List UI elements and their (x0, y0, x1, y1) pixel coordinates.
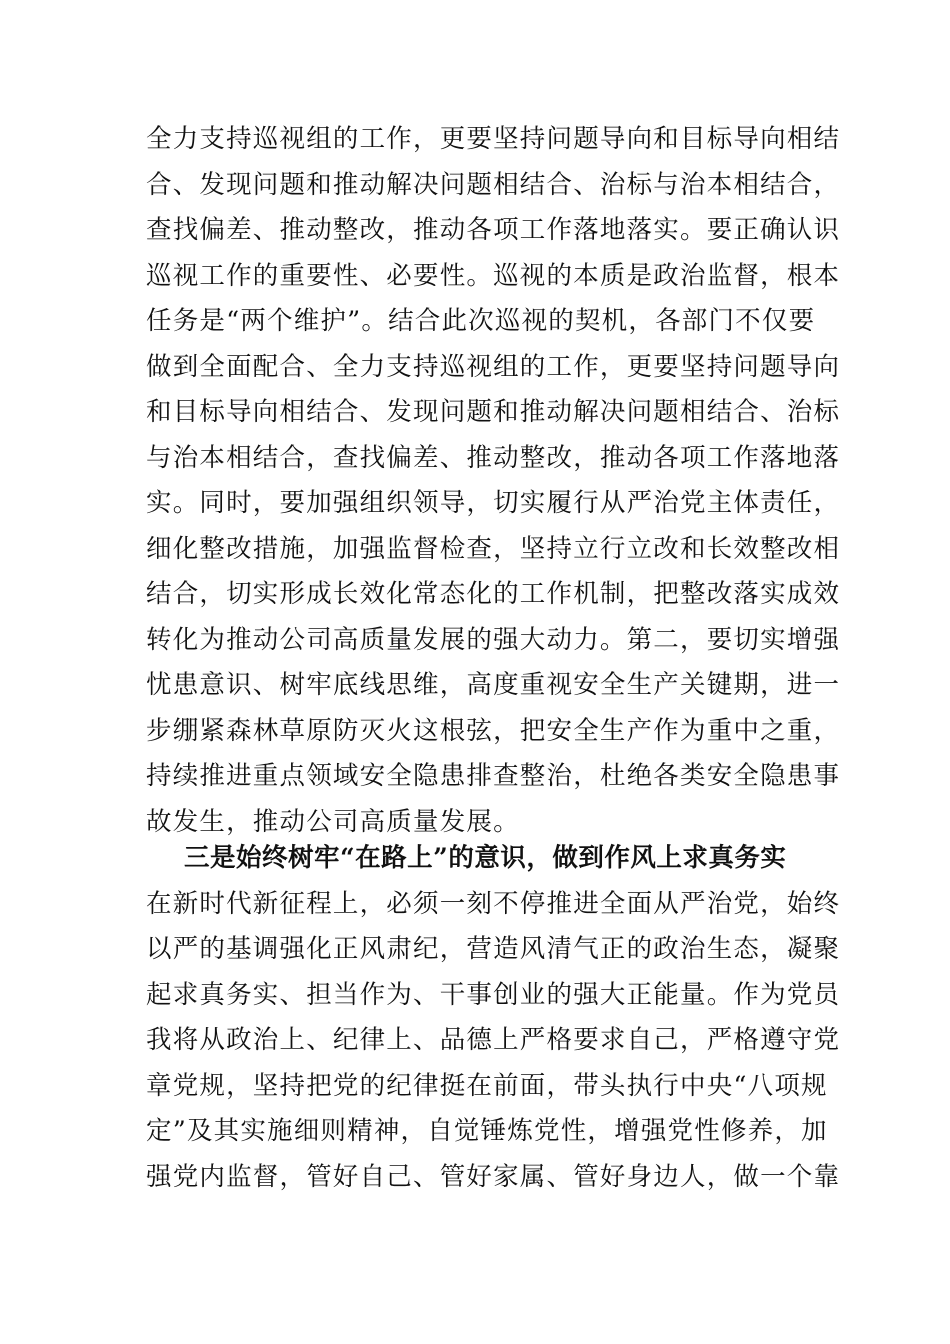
section-heading: 三是始终树牢“在路上”的意识，做到作风上求真务实 (184, 843, 787, 873)
text-line: 结合，切实形成长效化常态化的工作机制，把整改落实成效 (146, 579, 841, 609)
text-line: 以严的基调强化正风肃纪，营造风清气正的政治生态，凝聚 (146, 934, 841, 964)
text-line: 在新时代新征程上，必须一刻不停推进全面从严治党，始终 (146, 888, 841, 919)
text-line: 我将从政治上、纪律上、品德上严格要求自己，严格遵守党 (146, 1025, 841, 1055)
text-line: 强党内监督，管好自己、管好家属、管好身边人，做一个靠 (146, 1161, 841, 1192)
text-line: 转化为推动公司高质量发展的强大动力。第二，要切实增强 (146, 624, 841, 655)
text-line: 合、发现问题和推动解决问题相结合、治标与治本相结合， (146, 169, 841, 200)
text-line: 故发生，推动公司高质量发展。 (146, 806, 520, 837)
text-line: 章党规，坚持把党的纪律挺在前面，带头执行中央“八项规 (146, 1070, 828, 1101)
text-line: 查找偏差、推动整改，推动各项工作落地落实。要正确认识 (146, 215, 841, 245)
text-line: 细化整改措施，加强监督检查，坚持立行立改和长效整改相 (146, 533, 841, 564)
text-line: 实。同时，要加强组织领导，切实履行从严治党主体责任， (146, 488, 841, 518)
text-line: 和目标导向相结合、发现问题和推动解决问题相结合、治标 (146, 397, 841, 427)
text-line: 忧患意识、树牢底线思维，高度重视安全生产关键期，进一 (146, 670, 841, 700)
text-line: 全力支持巡视组的工作，更要坚持问题导向和目标导向相结 (146, 124, 841, 154)
text-line: 做到全面配合、全力支持巡视组的工作，更要坚持问题导向 (146, 351, 841, 382)
section-paragraph (146, 836, 841, 1200)
body-paragraph (146, 117, 841, 845)
text-line: 起求真务实、担当作为、干事创业的强大正能量。作为党员 (146, 979, 841, 1010)
text-line: 巡视工作的重要性、必要性。巡视的本质是政治监督，根本 (146, 260, 841, 291)
text-line: 步绷紧森林草原防灭火这根弦，把安全生产作为重中之重， (146, 715, 841, 746)
text-line: 定”及其实施细则精神，自觉锤炼党性，增强党性修养，加 (146, 1116, 828, 1146)
text-line: 任务是“两个维护”。结合此次巡视的契机，各部门不仅要 (146, 306, 816, 336)
text-line: 持续推进重点领域安全隐患排查整治，杜绝各类安全隐患事 (146, 761, 841, 791)
text-line: 与治本相结合，查找偏差、推动整改，推动各项工作落地落 (146, 442, 841, 473)
